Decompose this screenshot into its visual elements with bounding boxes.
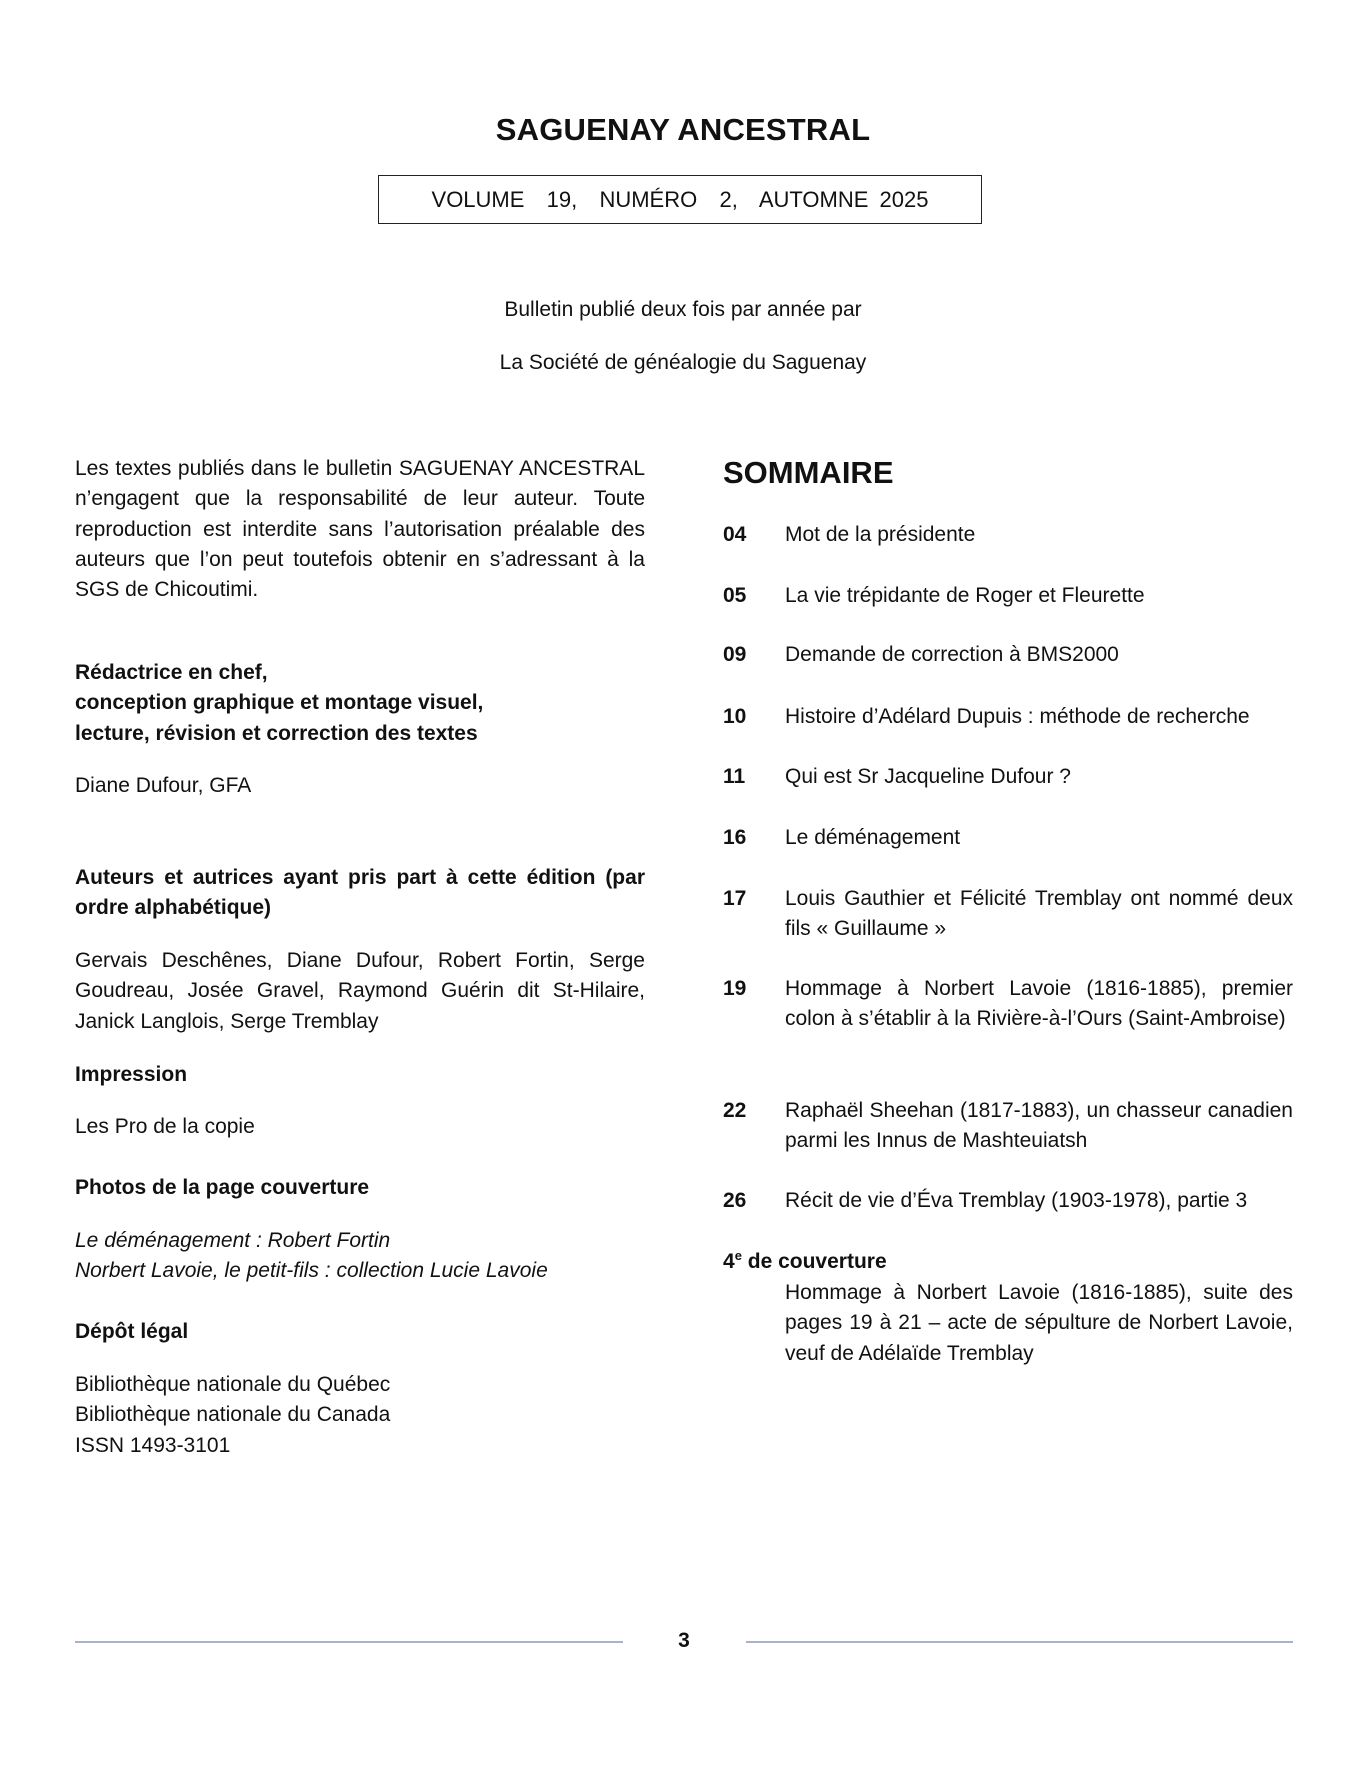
legal-lines [75, 1370, 645, 1461]
page-number: 3 [678, 1629, 690, 1652]
legal-line: Bibliothèque nationale du Canada [75, 1403, 391, 1427]
editor-heading-line: lecture, révision et correction des textes [75, 721, 478, 745]
toc-page-number: 26 [723, 1189, 747, 1212]
footer-rule-left [75, 1641, 623, 1643]
back-cover-number: 4 [723, 1250, 735, 1273]
toc-entry[interactable]: Demande de correction à BMS2000 [785, 643, 1119, 666]
back-cover-heading [723, 1247, 887, 1277]
legal-line: Bibliothèque nationale du Québec [75, 1373, 391, 1396]
printing-value: Les Pro de la copie [75, 1115, 255, 1138]
toc-entry[interactable]: Raphaël Sheehan (1817-1883), un chasseur canadien parmi les Innus de Mashteuiatsh [785, 1099, 1293, 1153]
toc-page-number: 16 [723, 826, 747, 849]
photo-credit: Le déménagement : Robert Fortin [75, 1229, 391, 1252]
toc-entry[interactable]: Le déménagement [785, 826, 961, 849]
publication-frequency: Bulletin publié deux fois par année par [504, 298, 862, 321]
toc-page-number: 04 [723, 523, 747, 546]
toc-page-number: 05 [723, 584, 747, 607]
toc-entry[interactable]: Mot de la présidente [785, 523, 976, 546]
editor-name: Diane Dufour, GFA [75, 774, 252, 797]
back-cover-superscript: e [734, 1248, 742, 1263]
volume-box: VOLUME 19, NUMÉRO 2, AUTOMNE 2025 [378, 175, 982, 224]
editor-heading-line: conception graphique et montage visuel, [75, 691, 484, 715]
authors-heading: Auteurs et autrices ayant pris part à cette édition (par ordre alphabétique) [75, 866, 645, 920]
legal-heading: Dépôt légal [75, 1320, 189, 1343]
toc-page-number: 09 [723, 643, 747, 666]
printing-heading: Impression [75, 1063, 188, 1086]
toc-page-number: 22 [723, 1099, 747, 1122]
editor-heading [75, 658, 645, 749]
toc-page-number: 19 [723, 977, 747, 1000]
bulletin-title: SAGUENAY ANCESTRAL [495, 112, 871, 147]
editor-heading-line: Rédactrice en chef, [75, 661, 268, 684]
photos-heading: Photos de la page couverture [75, 1176, 370, 1199]
back-cover-label: de couverture [741, 1250, 887, 1273]
toc-entry[interactable]: Louis Gauthier et Félicité Tremblay ont nommé deux fils « Guillaume » [785, 887, 1293, 941]
toc-page-number: 17 [723, 887, 747, 910]
toc-entry[interactable]: La vie trépidante de Roger et Fleurette [785, 584, 1145, 607]
publisher-name: La Société de généalogie du Saguenay [499, 351, 867, 374]
toc-entry[interactable]: Récit de vie d’Éva Tremblay (1903-1978), partie 3 [785, 1189, 1248, 1212]
footer-rule-right [746, 1641, 1293, 1643]
toc-entry[interactable]: Hommage à Norbert Lavoie (1816-1885), premier colon à s’établir à la Rivière-à-l’Ours (Saint-Ambroise) [785, 977, 1293, 1031]
authors-list: Gervais Deschênes, Diane Dufour, Robert Fortin, Serge Goudreau, Josée Gravel, Raymond Guérin dit St-Hilaire, Janick Langlois, Serge Tremblay [75, 949, 645, 1033]
toc-entry[interactable]: Histoire d’Adélard Dupuis : méthode de recherche [785, 705, 1250, 728]
toc-page-number: 11 [723, 765, 746, 788]
toc-page-number: 10 [723, 705, 747, 728]
photo-credit: Norbert Lavoie, le petit-fils : collection Lucie Lavoie [75, 1259, 548, 1283]
toc-entry[interactable]: Qui est Sr Jacqueline Dufour ? [785, 765, 1071, 788]
sommaire-title: SOMMAIRE [723, 455, 894, 490]
photos-credits [75, 1226, 645, 1287]
disclaimer-paragraph: Les textes publiés dans le bulletin SAGUENAY ANCESTRAL n’engagent que la responsabilité de leur auteur. Toute reproduction est interdite sans l’autorisation préalable des auteurs que l’on peut toutefois obtenir en s’adressant à la SGS de Chicoutimi. [75, 457, 645, 602]
legal-line: ISSN 1493-3101 [75, 1433, 231, 1457]
back-cover-description: Hommage à Norbert Lavoie (1816-1885), suite des pages 19 à 21 – acte de sépulture de Norbert Lavoie, veuf de Adélaïde Tremblay [785, 1281, 1293, 1365]
